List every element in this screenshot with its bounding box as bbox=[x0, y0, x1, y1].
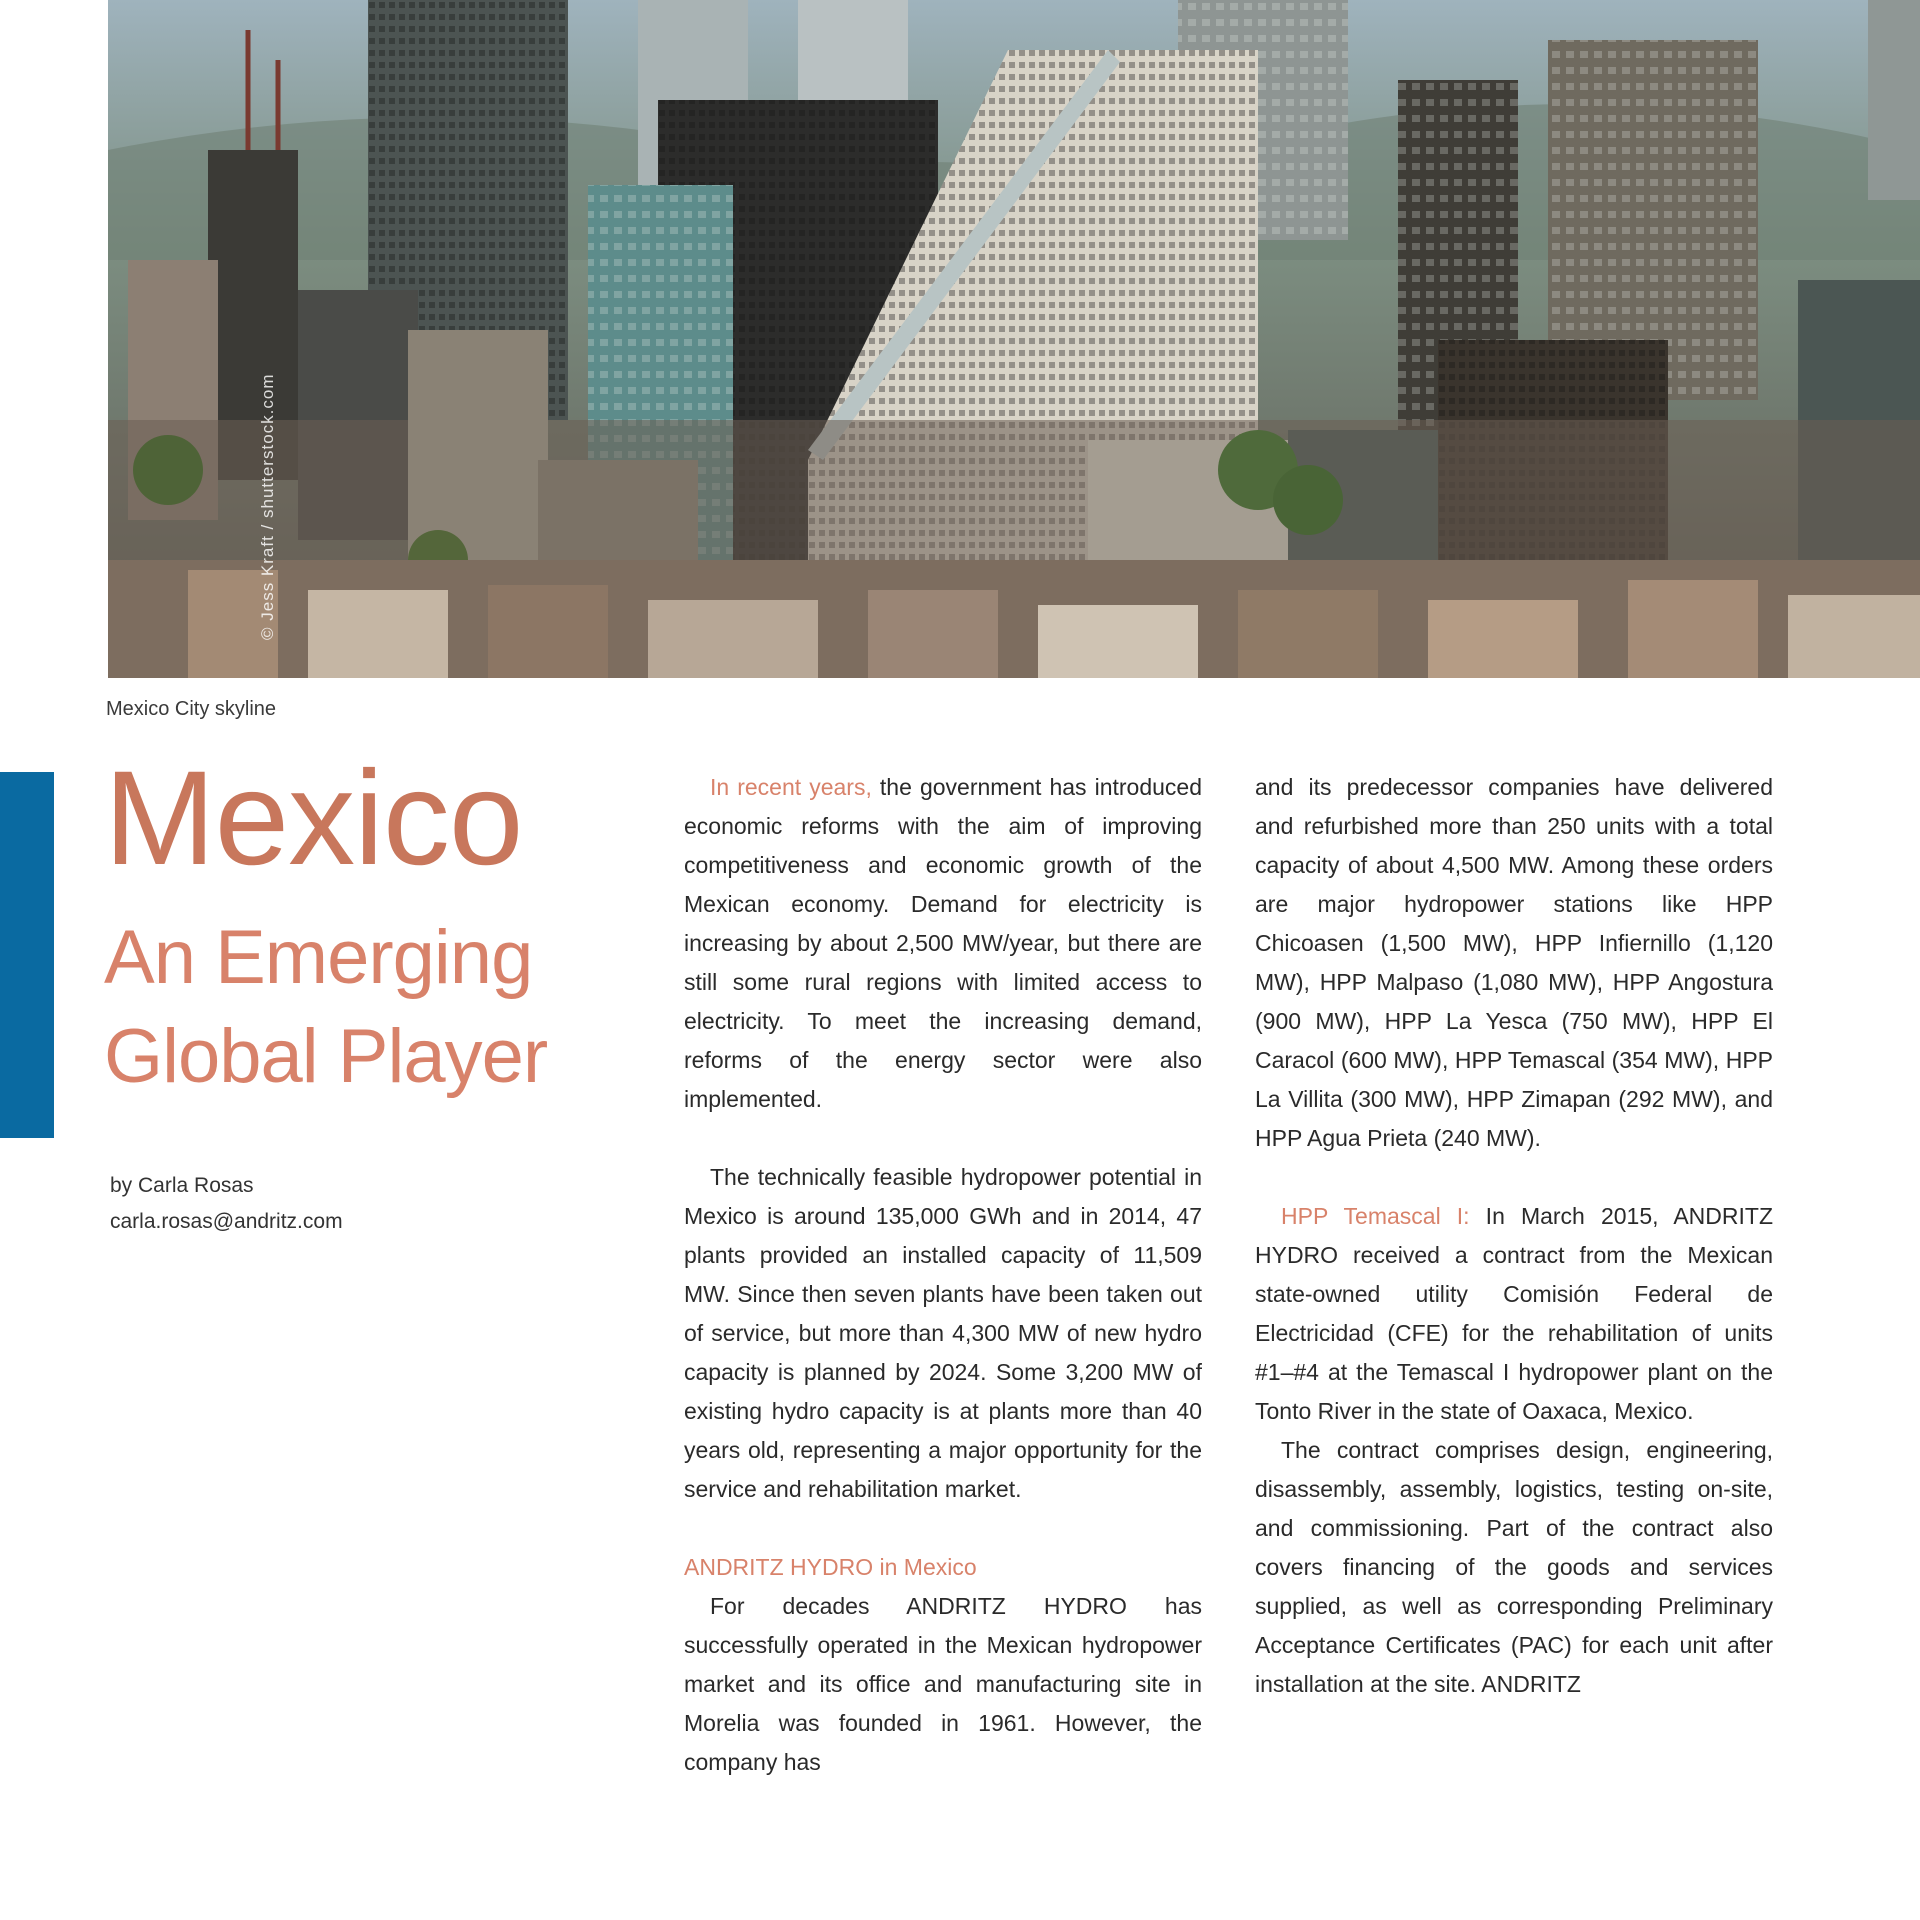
intro-text: the government has introduced economic reforms with the aim of improving competitiveness and economic growth of the Mexican economy. Demand for electricity is increasing by about 2,500 MW/year, but there are still some rural regions with limited access to electricity. To meet the increasing demand, reforms of the energy sector were also implemented. bbox=[684, 774, 1202, 1112]
paragraph-potential: The technically feasible hydropower potential in Mexico is around 135,000 GWh and in 2014, 47 plants provided an installed capacity of 11,509 MW. Since then seven plants have been taken out of service, but more than 4,300 MW of new hydro capacity is planned by 2024. Some 3,200 MW of existing hydro capacity is at plants more than 40 years old, representing a major opportunity for the service and rehabilitation market. bbox=[684, 1164, 1202, 1502]
paragraph-contract: The contract comprises design, engineering, disassembly, assembly, logistics, testing on-site, and commissioning. Part of the contract also covers financing of the goods and services supplied, as well as corresponding Preliminary Acceptance Certificates (PAC) for each unit after installation at the site. ANDRITZ bbox=[1255, 1437, 1773, 1697]
paragraph-temascal bbox=[1255, 1197, 1773, 1431]
accent-bar bbox=[0, 772, 54, 1138]
author-name: by Carla Rosas bbox=[110, 1174, 254, 1197]
subtitle-line-1: An Emerging bbox=[104, 915, 533, 1000]
author-email[interactable]: carla.rosas@andritz.com bbox=[110, 1210, 343, 1233]
paragraph-andritz-history: For decades ANDRITZ HYDRO has successfully operated in the Mexican hydropower market and its office and manufacturing site in Morelia was founded in 1961. However, the company has bbox=[684, 1593, 1202, 1775]
intro-lead: In recent years, bbox=[710, 774, 872, 800]
article-subtitle bbox=[104, 908, 624, 1106]
paragraph-orders: and its predecessor companies have delivered and refurbished more than 250 units with a total capacity of about 4,500 MW. Among these orders are major hydropower stations like HPP Chicoasen (1,500 MW), HPP Infiernillo (1,120 MW), HPP Malpaso (1,080 MW), HPP Angostura (900 MW), HPP La Yesca (750 MW), HPP El Caracol (600 MW), HPP Temascal (354 MW), HPP La Villita (300 MW), HPP Zimapan (292 MW), and HPP Agua Prieta (240 MW). bbox=[1255, 774, 1773, 1151]
article-column-2 bbox=[1255, 768, 1773, 1920]
city-skyline-illustration bbox=[108, 0, 1920, 678]
article-title: Mexico bbox=[104, 744, 523, 893]
paragraph-intro bbox=[684, 768, 1202, 1119]
hero-photo bbox=[108, 0, 1920, 678]
photo-credit: © Jess Kraft / shutterstock.com bbox=[258, 373, 277, 640]
byline bbox=[110, 1168, 343, 1240]
subtitle-line-2: Global Player bbox=[104, 1014, 548, 1099]
temascal-text: In March 2015, ANDRITZ HYDRO received a contract from the Mexican state-owned utility Comisión Federal de Electricidad (CFE) for the rehabilitation of units #1–#4 at the Temascal I hydropower plant on the Tonto River in the state of Oaxaca, Mexico. bbox=[1255, 1203, 1773, 1424]
article-column-1 bbox=[684, 768, 1202, 1920]
photo-caption: Mexico City skyline bbox=[106, 698, 277, 720]
temascal-lead: HPP Temascal I: bbox=[1281, 1203, 1470, 1229]
section-heading: ANDRITZ HYDRO in Mexico bbox=[684, 1554, 977, 1580]
